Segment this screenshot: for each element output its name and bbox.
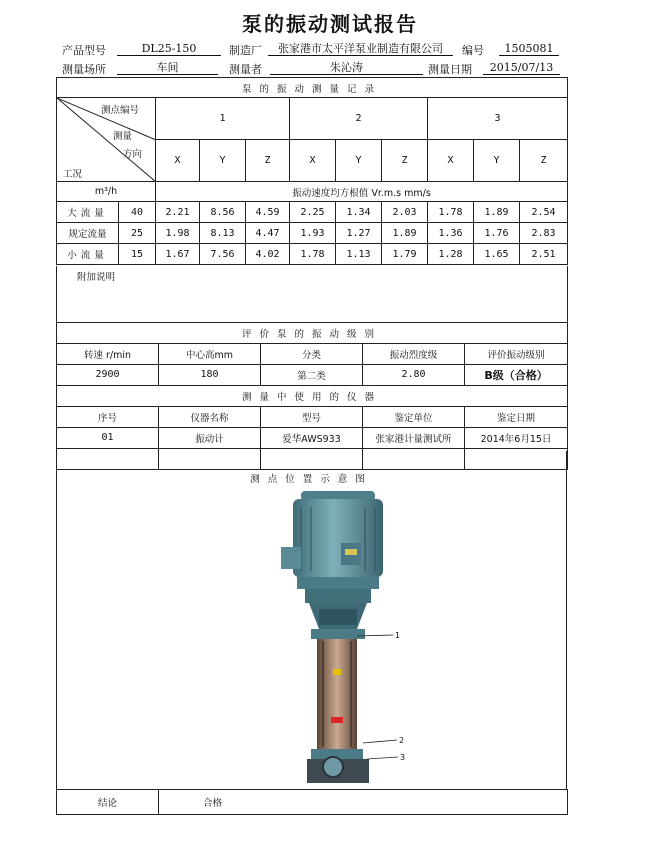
velocity-label-cell: 振动速度均方根值 Vr.m.s mm/s bbox=[156, 182, 568, 202]
number-value: 1505081 bbox=[499, 42, 559, 56]
instr-header-no: 序号 bbox=[57, 406, 159, 427]
instr-cell: 2014年6月15日 bbox=[465, 427, 568, 448]
value-cell: 1.78 bbox=[428, 202, 474, 223]
condition-cell: 小流量 bbox=[57, 244, 119, 265]
eval-center-height-value: 180 bbox=[159, 364, 261, 385]
value-cell: 1.93 bbox=[290, 223, 336, 244]
eval-header-grade: 评价振动级别 bbox=[465, 343, 568, 364]
point-3-header: 3 bbox=[428, 98, 568, 140]
flow-cell: 40 bbox=[119, 202, 156, 223]
diag-point-label: 测点编号 bbox=[101, 105, 140, 116]
instruments-section-title: 测量中使用的仪器 bbox=[57, 385, 568, 406]
maker-label: 制造厂 bbox=[229, 44, 262, 57]
record-section-title: 泵的振动测量记录 bbox=[57, 78, 568, 98]
value-cell: 4.02 bbox=[246, 244, 290, 265]
value-cell: 4.47 bbox=[246, 223, 290, 244]
person-label: 测量者 bbox=[229, 63, 262, 76]
value-cell: 1.79 bbox=[382, 244, 428, 265]
axis-header: X bbox=[156, 140, 200, 182]
value-cell: 1.67 bbox=[156, 244, 200, 265]
product-model-value: DL25-150 bbox=[117, 42, 221, 56]
instr-cell: 爱华AWS933 bbox=[261, 427, 363, 448]
site-label: 测量场所 bbox=[62, 63, 106, 76]
condition-cell: 规定流量 bbox=[57, 223, 119, 244]
eval-grade-value: B级（合格） bbox=[465, 364, 568, 385]
axis-header: Y bbox=[200, 140, 246, 182]
site-value: 车间 bbox=[117, 61, 218, 75]
conclusion-label: 结论 bbox=[57, 790, 159, 815]
value-cell: 2.25 bbox=[290, 202, 336, 223]
note-label: 附加说明 bbox=[77, 272, 116, 283]
value-cell: 2.51 bbox=[520, 244, 568, 265]
pump-illustration bbox=[253, 491, 413, 786]
report-title: 泵的振动测试报告 bbox=[242, 12, 418, 36]
date-value: 2015/07/13 bbox=[483, 61, 560, 75]
diag-measure-label: 测量 bbox=[113, 131, 133, 142]
flow-cell: 25 bbox=[119, 223, 156, 244]
axis-header: X bbox=[290, 140, 336, 182]
eval-class-value: 第二类 bbox=[261, 364, 363, 385]
eval-header-severity: 振动烈度级 bbox=[363, 343, 465, 364]
maker-value: 张家港市太平洋泵业制造有限公司 bbox=[268, 42, 453, 56]
eval-header-speed: 转速 r/min bbox=[57, 343, 159, 364]
value-cell: 4.59 bbox=[246, 202, 290, 223]
eval-speed-value: 2900 bbox=[57, 364, 159, 385]
value-cell: 1.28 bbox=[428, 244, 474, 265]
diag-condition-label: 工况 bbox=[63, 169, 83, 180]
motor-body bbox=[293, 499, 383, 577]
measurement-point-figure bbox=[56, 451, 567, 790]
value-cell: 2.21 bbox=[156, 202, 200, 223]
vibration-record-table bbox=[56, 77, 568, 265]
axis-header: X bbox=[428, 140, 474, 182]
value-cell: 1.78 bbox=[290, 244, 336, 265]
figure-label-1: 1 bbox=[395, 631, 401, 640]
value-cell: 1.34 bbox=[336, 202, 382, 223]
value-cell: 1.36 bbox=[428, 223, 474, 244]
value-cell: 1.13 bbox=[336, 244, 382, 265]
value-cell: 1.27 bbox=[336, 223, 382, 244]
value-cell: 2.54 bbox=[520, 202, 568, 223]
value-cell: 8.56 bbox=[200, 202, 246, 223]
eval-header-class: 分类 bbox=[261, 343, 363, 364]
figure-label-2: 2 bbox=[399, 736, 405, 745]
axis-header: Z bbox=[246, 140, 290, 182]
axis-header: Y bbox=[336, 140, 382, 182]
axis-header: Z bbox=[382, 140, 428, 182]
date-label: 测量日期 bbox=[428, 63, 472, 76]
value-cell: 1.65 bbox=[474, 244, 520, 265]
point-2-header: 2 bbox=[290, 98, 428, 140]
figure-label-3: 3 bbox=[400, 753, 406, 762]
conclusion-table bbox=[56, 789, 568, 815]
flow-unit-cell: m³/h bbox=[57, 182, 156, 202]
terminal-box bbox=[281, 547, 301, 569]
figure-title: 测点位置示意图 bbox=[250, 474, 373, 485]
value-cell: 7.56 bbox=[200, 244, 246, 265]
eval-severity-value: 2.80 bbox=[363, 364, 465, 385]
point-1-header: 1 bbox=[156, 98, 290, 140]
instr-cell: 张家港计量测试所 bbox=[363, 427, 465, 448]
table-row bbox=[57, 244, 568, 265]
instr-header-date: 鉴定日期 bbox=[465, 406, 568, 427]
condition-cell: 大流量 bbox=[57, 202, 119, 223]
table-row bbox=[57, 202, 568, 223]
value-cell: 2.03 bbox=[382, 202, 428, 223]
note-cell bbox=[57, 266, 568, 322]
value-cell: 1.89 bbox=[474, 202, 520, 223]
instr-header-name: 仪器名称 bbox=[159, 406, 261, 427]
value-cell: 8.13 bbox=[200, 223, 246, 244]
instr-cell: 振动计 bbox=[159, 427, 261, 448]
instr-header-unit: 鉴定单位 bbox=[363, 406, 465, 427]
value-cell: 1.89 bbox=[382, 223, 428, 244]
person-value: 朱沁涛 bbox=[270, 61, 423, 75]
diag-direction-label: 方向 bbox=[123, 149, 143, 160]
axis-header: Y bbox=[474, 140, 520, 182]
axis-header: Z bbox=[520, 140, 568, 182]
table-row bbox=[57, 427, 568, 448]
conclusion-value: 合格 bbox=[159, 790, 568, 815]
evaluation-section-title: 评价泵的振动级别 bbox=[57, 322, 568, 343]
table-row bbox=[57, 223, 568, 244]
value-cell: 1.98 bbox=[156, 223, 200, 244]
value-cell: 1.76 bbox=[474, 223, 520, 244]
instr-header-model: 型号 bbox=[261, 406, 363, 427]
diagonal-header-cell bbox=[57, 98, 156, 182]
evaluation-table bbox=[56, 266, 568, 470]
instr-cell: 01 bbox=[57, 427, 159, 448]
number-label: 编号 bbox=[462, 44, 484, 57]
value-cell: 2.83 bbox=[520, 223, 568, 244]
eval-header-center-height: 中心高mm bbox=[159, 343, 261, 364]
product-model-label: 产品型号 bbox=[62, 44, 106, 57]
flow-cell: 15 bbox=[119, 244, 156, 265]
